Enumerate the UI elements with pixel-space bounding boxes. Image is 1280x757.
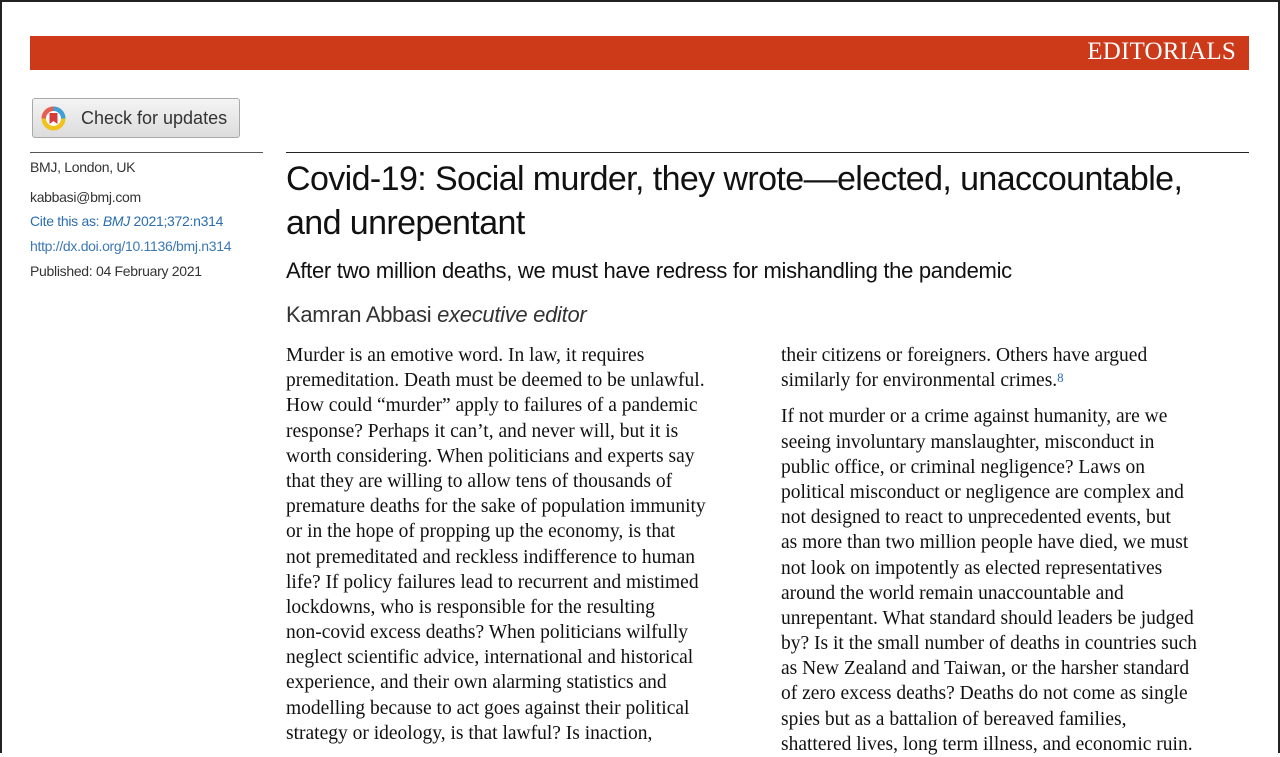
body-text-line: Murder is an emotive word. In law, it requires (286, 345, 645, 366)
article-title: Covid-19: Social murder, they wrote—elected, unaccountable, and unrepentant (286, 160, 1183, 242)
body-text-line: seeing involuntary manslaughter, misconduct in (781, 431, 1155, 453)
check-for-updates-label: Check for updates (81, 108, 228, 128)
body-text-line: lockdowns, who is responsible for the resulting (286, 596, 655, 618)
citation-reference: 2021;372:n314 (129, 213, 224, 229)
body-text-line: political misconduct or negligence are complex and (781, 481, 1184, 503)
author-role: executive editor (437, 302, 587, 327)
body-text-line: experience, and their own alarming statistics and (286, 672, 667, 694)
body-text-line: similarly for environmental crimes.$^8$ (781, 370, 1064, 392)
body-text-line: How could “murder” apply to failures of a pandemic (286, 395, 698, 417)
column-2-paragraph-2 (781, 404, 1251, 757)
body-text-line: by? Is it the small number of deaths in countries such (781, 633, 1197, 655)
doi-link-text[interactable]: http://dx.doi.org/10.1136/bmj.n314 (30, 238, 232, 254)
body-text-line: public office, or criminal negligence? Laws on (781, 456, 1146, 478)
body-text-line: life? If policy failures lead to recurrent and mistimed (286, 571, 699, 593)
body-text-line: or in the hope of propping up the economy, is that (286, 521, 676, 543)
reference-link[interactable]: 8 (1057, 370, 1064, 386)
author-name: Kamran Abbasi (286, 302, 432, 327)
article-byline (286, 302, 586, 328)
body-text-line: premature deaths for the sake of population immunity (286, 496, 706, 518)
section-label: EDITORIALS (1087, 38, 1236, 65)
citation-journal: BMJ (102, 213, 130, 229)
body-text-line: as more than two million people have died, we must (781, 532, 1189, 554)
body-column-1 (286, 343, 756, 746)
body-text-line: not look on impotently as elected representatives (781, 557, 1163, 579)
body-text-line: shattered lives, long term illness, and economic ruin. (781, 733, 1193, 755)
body-text-line: modelling because to act goes against their political (286, 697, 690, 719)
body-text-line: that they are willing to allow tens of thousands of (286, 470, 673, 492)
body-text-line: worth considering. When politicians and experts say (286, 445, 695, 467)
citation (30, 213, 223, 229)
author-email[interactable]: kabbasi@bmj.com (30, 189, 141, 205)
body-text-line: of zero excess deaths? Deaths do not come as single (781, 683, 1188, 705)
body-text-line: spies but as a battalion of bereaved families, (781, 708, 1127, 730)
section-banner (30, 36, 1249, 70)
crossmark-icon (41, 106, 66, 131)
body-text-line: around the world remain unaccountable and (781, 582, 1124, 604)
body-text-line: strategy or ideology, is that lawful? Is inaction, (286, 722, 653, 744)
body-text-line: unrepentant. What standard should leaders be judged (781, 607, 1194, 629)
body-text-line: not premeditated and reckless indifference to human (286, 546, 695, 568)
body-text-line: their citizens or foreigners. Others have argued (781, 345, 1148, 366)
body-text-line: premeditation. Death must be deemed to be unlawful. (286, 370, 705, 392)
body-text-line: as New Zealand and Taiwan, or the harsher standard (781, 658, 1190, 680)
affiliation: BMJ, London, UK (30, 159, 136, 175)
citation-prefix: Cite this as: (30, 213, 103, 229)
doi-link[interactable] (30, 238, 231, 254)
check-for-updates-button[interactable] (32, 98, 240, 138)
body-text-line: If not murder or a crime against humanity, are we (781, 406, 1168, 428)
sidebar-divider (30, 152, 263, 153)
column-2-paragraph-1 (781, 343, 1251, 393)
body-text-line: not designed to react to unprecedented events, but (781, 507, 1171, 529)
article-standfirst: After two million deaths, we must have redress for mishandling the pandemic (286, 258, 1012, 283)
published-date: Published: 04 February 2021 (30, 263, 202, 279)
body-text-line: non-covid excess deaths? When politicians wilfully (286, 622, 688, 644)
body-text-line: neglect scientific advice, international and historical (286, 647, 694, 669)
body-text-line: response? Perhaps it can’t, and never will, but it is (286, 420, 679, 442)
body-column-2 (781, 343, 1251, 757)
title-divider (286, 152, 1249, 153)
